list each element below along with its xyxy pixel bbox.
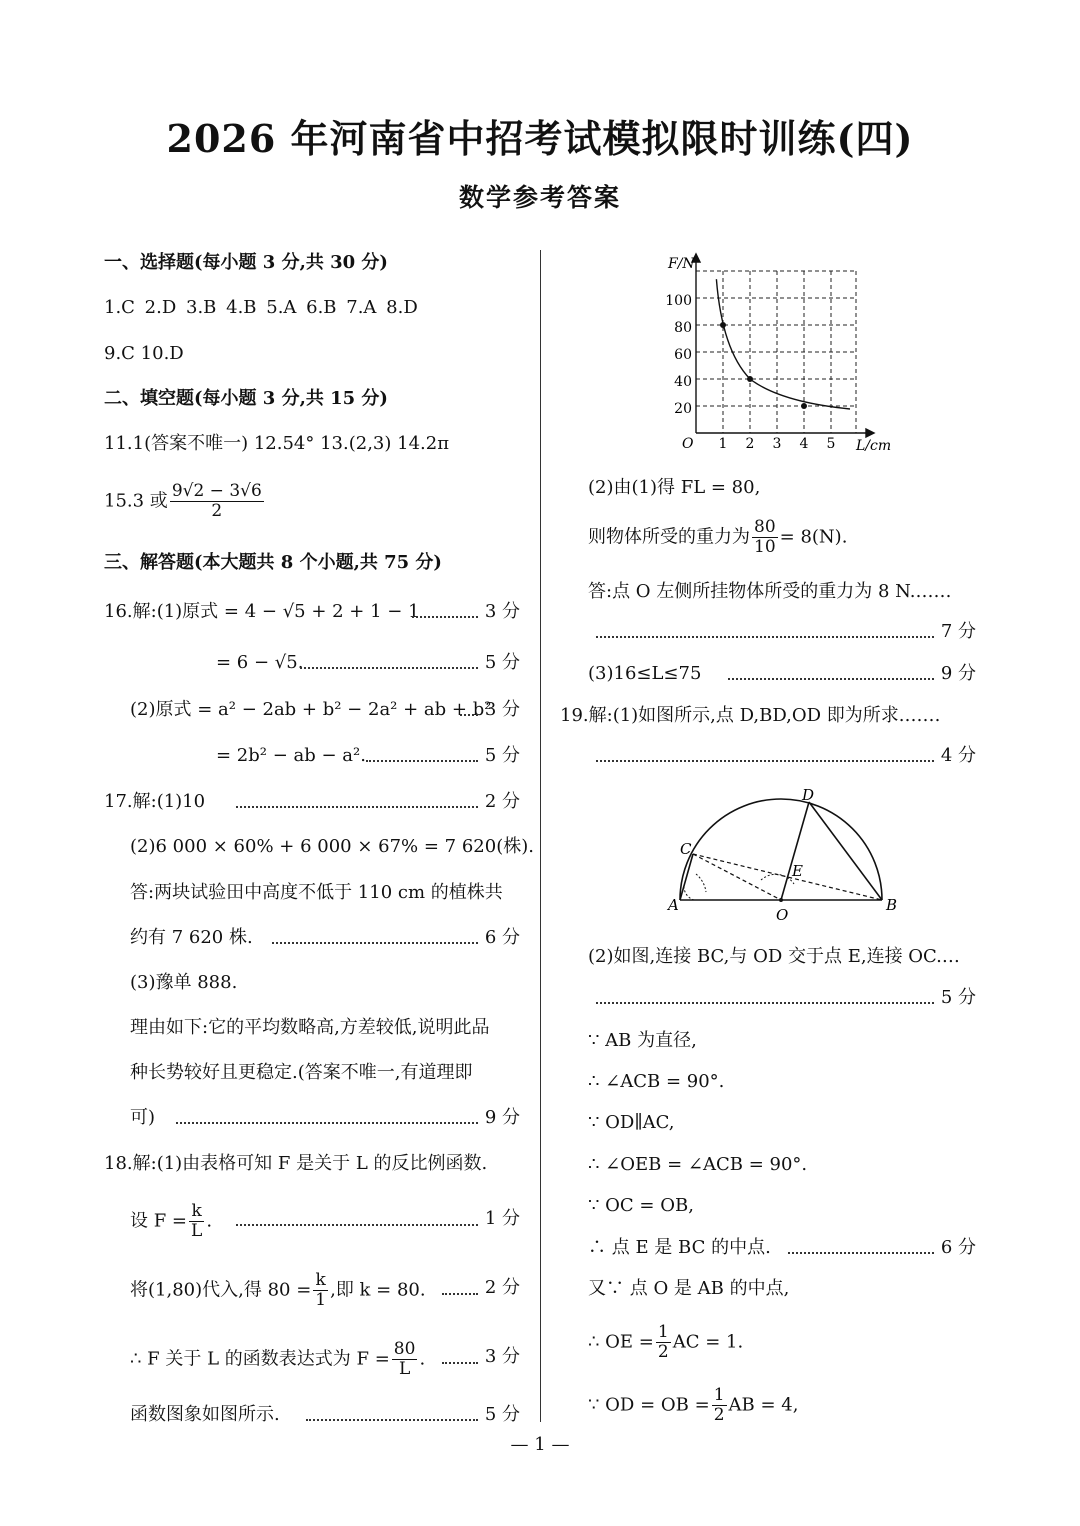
- y-tick: 80: [674, 320, 692, 336]
- label-B: B: [886, 896, 898, 914]
- construction-arc: [696, 874, 706, 892]
- page-number: — 1 —: [510, 1434, 570, 1455]
- score: 2 分: [484, 791, 520, 812]
- label-A: A: [668, 896, 679, 914]
- q17-line6: 理由如下:它的平均数略高,方差较低,说明此品: [130, 1017, 490, 1038]
- section-fill-heading: 二、填空题(每小题 3 分,共 15 分): [104, 388, 388, 409]
- q19-line13: ∵ OD = OB = $\frac{1}{2}$ AB = 4,: [588, 1385, 799, 1425]
- q18-line5: 函数图象如图所示.: [130, 1404, 280, 1425]
- score: 3 分: [484, 1346, 520, 1367]
- y-tick: 60: [674, 347, 692, 363]
- dot-leader: [236, 806, 478, 808]
- score: 3 分: [484, 699, 520, 720]
- dot-leader: [788, 1252, 934, 1254]
- y-tick: 20: [674, 401, 692, 417]
- score: 6 分: [940, 1237, 976, 1258]
- x-axis-label: L/cm: [856, 438, 892, 454]
- score: 2 分: [484, 1277, 520, 1298]
- graph-grid: [696, 271, 856, 433]
- segment-BD: [809, 802, 882, 900]
- x-tick: 3: [772, 436, 782, 452]
- q18-line3: 将(1,80)代入,得 80 = $\frac{k}{1}$ ,即 k = 80.: [130, 1270, 426, 1310]
- y-tick: 40: [674, 374, 692, 390]
- q17-line1: 17.解:(1)10: [104, 791, 206, 812]
- label-C: C: [680, 840, 692, 858]
- q15-answer: 15.3 或 $\frac{9√2 - 3√6}{2}$: [104, 481, 262, 521]
- dot-leader: [300, 667, 478, 669]
- q16-line1: 16.解:(1)原式 = 4 − √5 + 2 + 1 − 1: [104, 601, 420, 622]
- q18-line10: (3)16≤L≤75: [588, 663, 702, 684]
- q18-line2: 设 F = $\frac{k}{L}$ .: [130, 1201, 213, 1241]
- dot-leader: [366, 760, 478, 762]
- construction-arc: [684, 886, 694, 900]
- q17-line2: (2)6 000 × 60% + 6 000 × 67% = 7 620(株).: [130, 836, 534, 857]
- q19-line3: (2)如图,连接 BC,与 OD 交于点 E,连接 OC.…: [588, 946, 960, 967]
- score: 5 分: [484, 745, 520, 766]
- score: 6 分: [484, 927, 520, 948]
- score: 4 分: [940, 745, 976, 766]
- dot-leader: [412, 616, 478, 618]
- x-axis-arrow: [866, 429, 874, 437]
- q17-line3: 答:两块试验田中高度不低于 110 cm 的植株共: [130, 882, 503, 903]
- page-subtitle: 数学参考答案: [458, 183, 621, 212]
- label-D: D: [802, 786, 815, 804]
- x-tick: 4: [799, 436, 809, 452]
- dot-leader: [596, 760, 934, 762]
- q19-line11: 又∵ 点 O 是 AB 的中点,: [588, 1278, 790, 1299]
- q19-line6: ∴ ∠ACB = 90°.: [588, 1071, 725, 1092]
- dot-leader: [306, 1419, 478, 1421]
- q16-line3: (2)原式 = a² − 2ab + b² − 2a² + ab + b²: [130, 699, 492, 720]
- point-4-20: [801, 403, 807, 409]
- q19-line5: ∵ AB 为直径,: [588, 1030, 697, 1051]
- segment-OC: [693, 854, 781, 900]
- construction-arc: [761, 874, 794, 884]
- q18-line8: 答:点 O 左侧所挂物体所受的重力为 8 N.……: [588, 581, 952, 602]
- section-choice-heading: 一、选择题(每小题 3 分,共 30 分): [104, 252, 388, 273]
- dot-leader: [596, 636, 934, 638]
- x-tick: 2: [745, 436, 755, 452]
- y-tick: 100: [665, 293, 692, 309]
- point-O: [779, 898, 783, 902]
- q19-line9: ∵ OC = OB,: [588, 1195, 694, 1216]
- dot-leader: [596, 1002, 934, 1004]
- q18-line7: 则物体所受的重力为 $\frac{80}{10}$ = 8(N).: [588, 517, 848, 557]
- q18-line6: (2)由(1)得 FL = 80,: [588, 477, 761, 498]
- score: 7 分: [940, 621, 976, 642]
- dot-leader: [176, 1122, 478, 1124]
- x-tick: 1: [718, 436, 728, 452]
- score: 9 分: [484, 1107, 520, 1128]
- dot-leader: [728, 678, 934, 680]
- dot-leader: [442, 1362, 478, 1364]
- q17-line7: 种长势较好且更稳定.(答案不唯一,有道理即: [130, 1062, 473, 1083]
- point-1-80: [720, 322, 726, 328]
- page-title: 2026 年河南省中招考试模拟限时训练(四): [166, 116, 914, 161]
- q19-line7: ∵ OD∥AC,: [588, 1112, 675, 1133]
- dot-leader: [442, 1293, 478, 1295]
- q19-line10: ∴ 点 E 是 BC 的中点.: [588, 1237, 771, 1258]
- dot-leader: [460, 714, 478, 716]
- q18-line1: 18.解:(1)由表格可知 F 是关于 L 的反比例函数.: [104, 1153, 488, 1174]
- q17-line5: (3)豫单 888.: [130, 972, 238, 993]
- q16-line2: = 6 − √5.: [216, 652, 304, 673]
- section-solve-heading: 三、解答题(本大题共 8 个小题,共 75 分): [104, 552, 442, 573]
- function-graph: [660, 250, 900, 460]
- fill-answers-row1: 11.1(答案不唯一) 12.54° 13.(2,3) 14.2π: [104, 433, 450, 454]
- x-tick: 5: [826, 436, 836, 452]
- score: 5 分: [484, 652, 520, 673]
- segment-OD: [781, 802, 809, 900]
- label-E: E: [792, 862, 803, 880]
- q17-line4: 约有 7 620 株.: [130, 927, 253, 948]
- q16-line4: = 2b² − ab − a².: [216, 745, 366, 766]
- q19-line1: 19.解:(1)如图所示,点 D,BD,OD 即为所求.……: [560, 705, 941, 726]
- label-O: O: [776, 906, 789, 924]
- dot-leader: [272, 942, 478, 944]
- curve-F-80-over-L: [716, 279, 850, 409]
- origin-label: O: [682, 436, 694, 452]
- q18-line4: ∴ F 关于 L 的函数表达式为 F = $\frac{80}{L}$ .: [130, 1339, 426, 1379]
- column-divider: [540, 250, 541, 1422]
- point-2-40: [747, 376, 753, 382]
- choice-answers-row1: 1.C 2.D 3.B 4.B 5.A 6.B 7.A 8.D: [104, 297, 418, 318]
- y-axis-label: F/N: [668, 256, 695, 272]
- q17-line8: 可): [130, 1107, 156, 1128]
- score: 1 分: [484, 1208, 520, 1229]
- score: 3 分: [484, 601, 520, 622]
- score: 5 分: [940, 987, 976, 1008]
- q19-line8: ∴ ∠OEB = ∠ACB = 90°.: [588, 1154, 808, 1175]
- choice-answers-row2: 9.C 10.D: [104, 343, 184, 364]
- q19-line12: ∴ OE = $\frac{1}{2}$ AC = 1.: [588, 1322, 744, 1362]
- semicircle-arc: [680, 799, 882, 900]
- score: 9 分: [940, 663, 976, 684]
- dot-leader: [236, 1224, 478, 1226]
- semicircle-figure: [660, 780, 910, 930]
- score: 5 分: [484, 1404, 520, 1425]
